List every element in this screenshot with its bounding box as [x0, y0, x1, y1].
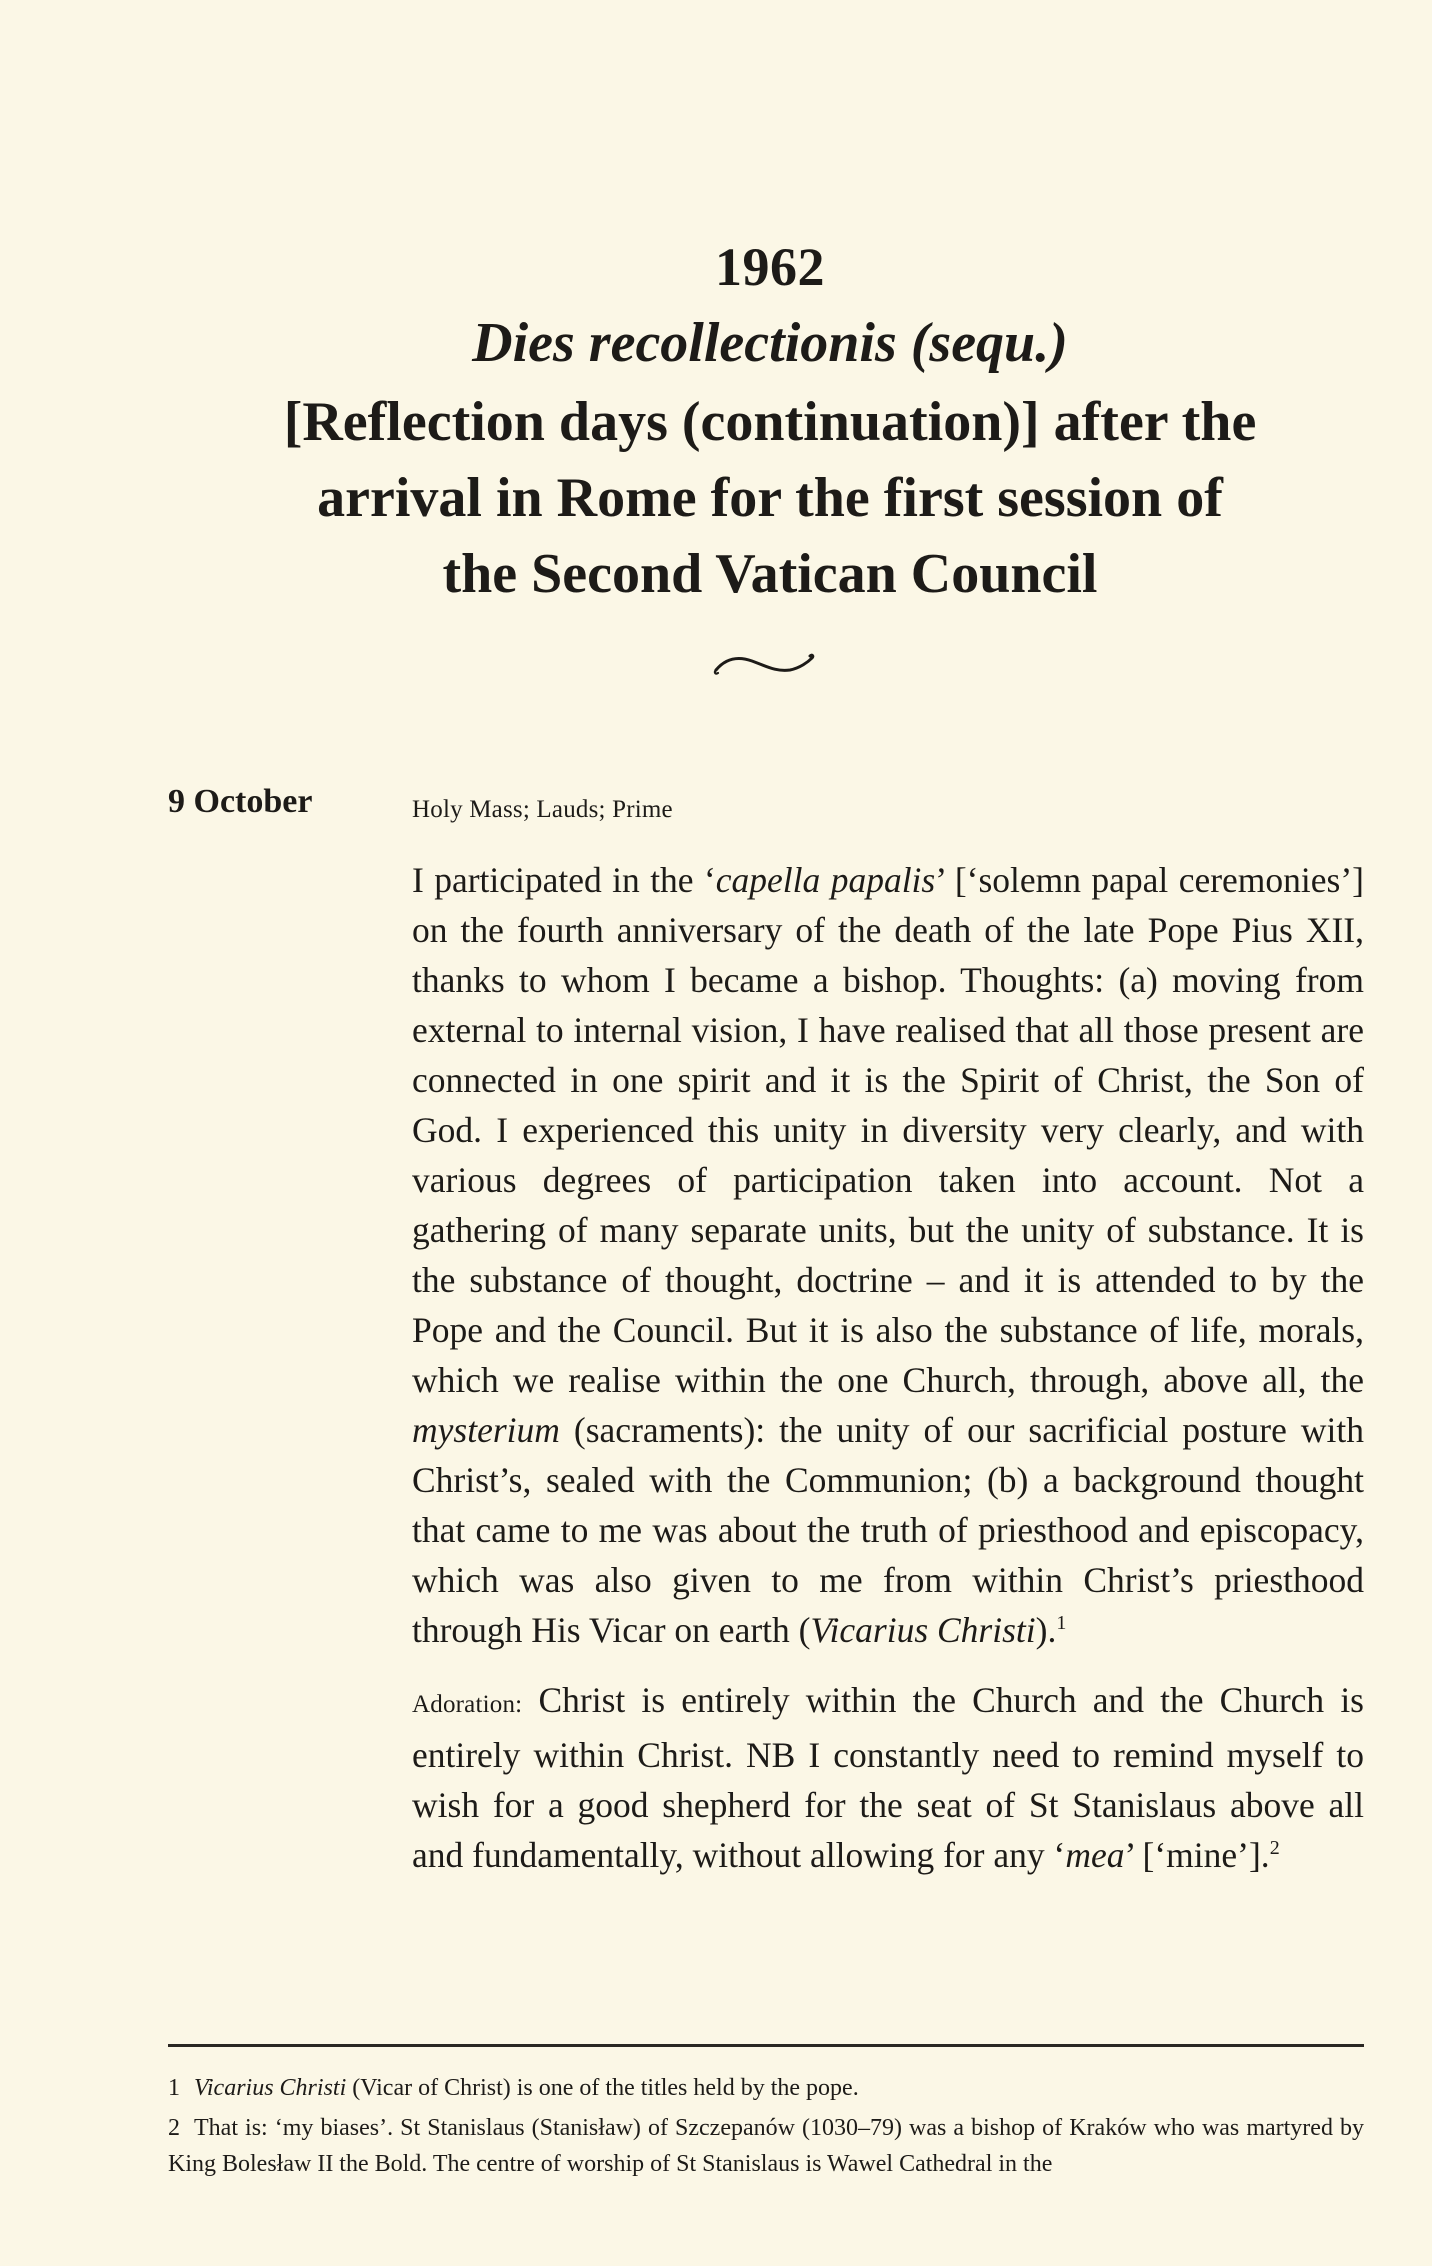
entry-paragraph-2: [412, 1675, 1364, 1880]
entry-body: [412, 855, 1364, 1894]
para1-text-3: (sacraments): the unity of our sacrificial posture with Christ’s, sealed with the Communion; (b) a background thought that came to me was about the truth of priesthood and episcopacy, which was also given to me from within Christ’s priesthood through His Vicar on earth (: [412, 1410, 1364, 1650]
chapter-heading: [160, 232, 1380, 612]
para2-text-2: ’ [‘mine’].: [1124, 1835, 1270, 1875]
footnote-ref-1: 1: [1056, 1612, 1067, 1635]
entry-rubric: Holy Mass; Lauds; Prime: [412, 796, 673, 823]
footnote-number: 1: [168, 2075, 180, 2101]
para1-text-4: ).: [1035, 1610, 1057, 1650]
para1-italic-capella-papalis: capella papalis: [715, 860, 936, 900]
chapter-english-title-line-2: arrival in Rome for the first session of: [317, 467, 1223, 529]
para1-italic-mysterium: mysterium: [412, 1410, 560, 1450]
chapter-year: 1962: [715, 237, 825, 297]
adoration-label: Adoration:: [412, 1691, 523, 1718]
para1-text-2: ’ [‘solemn papal ceremonies’] on the fourth anniversary of the death of the late Pope Pius XII, thanks to whom I became a bishop. Thoughts: (a) moving from external to internal vision, I have realised that all those present are connected in one spirit and it is the Spirit of Christ, the Son of God. I experienced this unity in diversity very clearly, and with various degrees of participation taken into account. Not a gathering of many separate units, but the unity of substance. It is the substance of thought, doctrine – and it is attended to by the Pope and the Council. But it is also the substance of life, morals, which we realise within the one Church, through, above all, the: [412, 860, 1364, 1400]
footnote-2-text: That is: ‘my biases’. St Stanislaus (Stanisław) of Szczepanów (1030–79) was a bishop of Kraków who was martyred by King Bolesław II the Bold. The centre of worship of St Stanislaus is Wawel Cathedral in the: [168, 2115, 1364, 2177]
chapter-english-title-line-3: the Second Vatican Council: [442, 543, 1098, 605]
entry-paragraph-1: [412, 855, 1364, 1655]
chapter-english-title-line-1: [Reflection days (continuation)] after the: [283, 391, 1257, 453]
footnote-1: [168, 2070, 1364, 2106]
para1-italic-vicarius-christi: Vicarius Christi: [810, 1610, 1036, 1650]
para1-text-1: I participated in the ‘: [412, 860, 716, 900]
para2-text-1: Christ is entirely within the Church and the Church is entirely within Christ. NB I constantly need to remind myself to wish for a good shepherd for the seat of St Stanislaus above all and fundamentally, without allowing for any ‘: [412, 1680, 1364, 1875]
footnote-2: [168, 2110, 1364, 2182]
footnote-number: 2: [168, 2115, 180, 2141]
footnote-divider: [168, 2044, 1364, 2047]
footnotes: [168, 2070, 1364, 2186]
footnote-1-italic: Vicarius Christi: [194, 2075, 347, 2101]
footnote-1-text: (Vicar of Christ) is one of the titles held by the pope.: [346, 2075, 859, 2101]
para2-italic-mea: mea: [1065, 1835, 1125, 1875]
footnote-ref-2: 2: [1269, 1837, 1280, 1860]
swash-ornament-icon: [712, 648, 822, 682]
entry-date: 9 October: [168, 783, 313, 820]
chapter-latin-title: Dies recollectionis (sequ.): [472, 312, 1068, 374]
